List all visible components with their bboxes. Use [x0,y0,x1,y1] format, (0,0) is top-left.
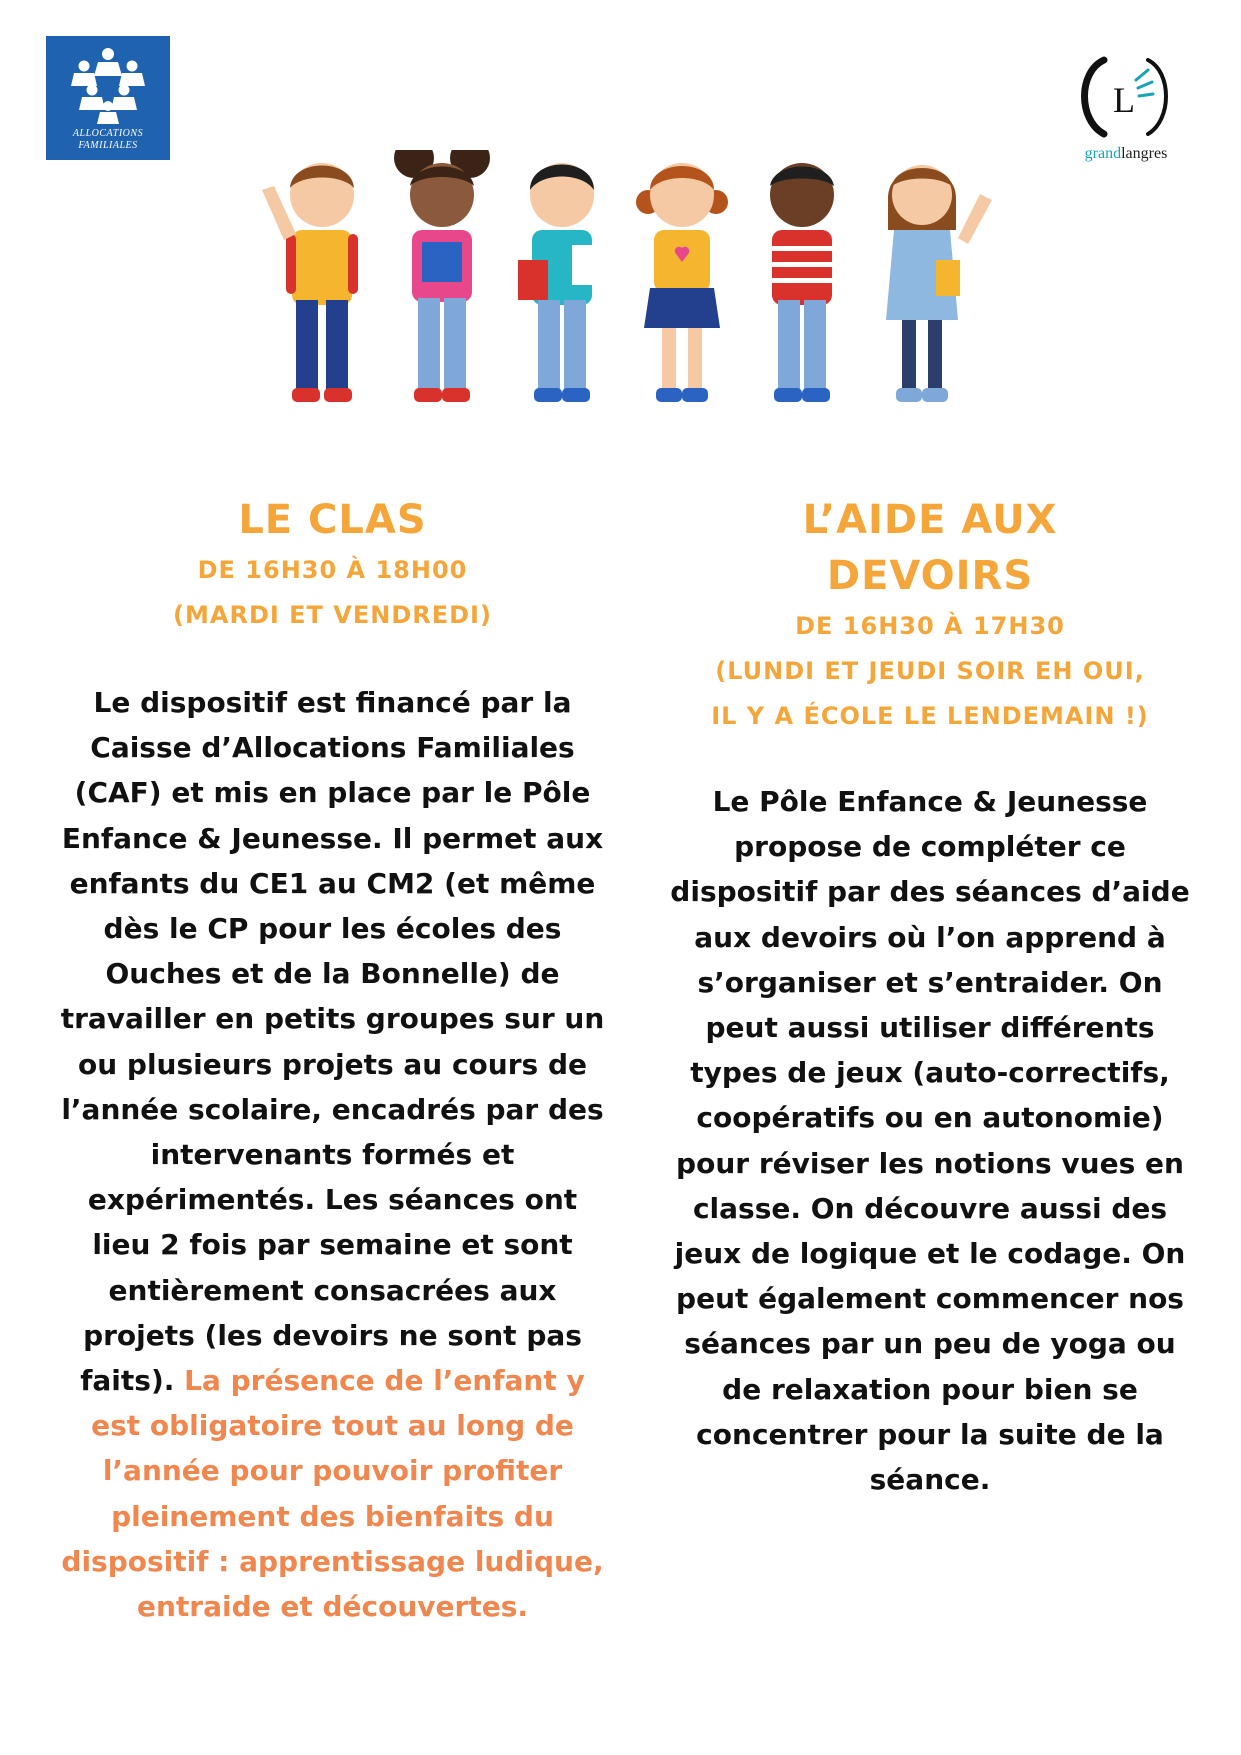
kid-3 [518,163,594,402]
clas-description [60,680,605,1629]
aide-title-line-2: DEVOIRS [826,553,1034,599]
caf-line-2: FAMILIALES [78,140,138,151]
clas-highlight: La présence de l’enfant y est obligatoire tout au long de l’année pour pouvoir profiter pleinement des bienfaits du dispositif : apprentissage ludique, entraide et découvertes. [61,1364,604,1624]
aide-title-line-1: L’AIDE AUX [802,497,1058,543]
aide-column [660,492,1200,1502]
kid-5 [770,163,834,402]
aide-body: Le Pôle Enfance & Jeunesse propose de compléter ce dispositif par des séances d’aide aux devoirs où l’on apprend à s’organiser et s’entraider. On peut aussi utiliser différents types de jeux (auto-correctifs, coopératifs ou en autonomie) pour réviser les notions vues en classe. On découvre aussi des jeux de logique et le codage. On peut également commencer nos séances par un peu de yoga ou de relaxation pour bien se concentrer pour la suite de la séance. [670,785,1190,1497]
clas-days: (MARDI ET VENDREDI) [173,601,492,629]
grandlangres-emblem-icon [1064,50,1188,145]
svg-text:L: L [1113,80,1135,120]
kid-1 [262,163,358,402]
kid-2 [394,150,490,402]
clas-body: Le dispositif est financé par la Caisse d’Allocations Familiales (CAF) et mis en place par le Pôle Enfance & Jeunesse. Il permet aux enfants du CE1 au CM2 (et même dès le CP pour les écoles des Ouches et de la Bonnelle) de travailler en petits groupes sur un ou plusieurs projets au cours de l’année scolaire, encadrés par des intervenants formés et expérimentés. Les séances ont lieu 2 fois par semaine et sont entièrement consacrées aux projets (les devoirs ne sont pas faits). [60,686,605,1398]
caf-logo [46,36,170,160]
kid-4 [636,163,728,402]
caf-family-icon [62,46,154,126]
grandlangres-word-first: grand [1084,145,1122,162]
clas-schedule: DE 16H30 À 18H00 [197,556,468,584]
grandlangres-word-second: langres [1121,145,1168,162]
clas-column [60,492,605,1629]
grandlangres-logo [1064,50,1188,168]
children-illustration [230,150,1030,460]
aide-schedule: DE 16H30 À 17H30 [795,612,1065,640]
grandlangres-wordmark [1064,145,1188,163]
clas-title: LE CLAS [238,497,427,543]
caf-logo-text [46,128,170,152]
kid-6 [886,165,992,402]
caf-line-1: ALLOCATIONS [72,128,144,139]
aide-days-line-1: (LUNDI ET JEUDI SOIR EH OUI, [715,657,1145,685]
aide-days-line-2: IL Y A ÉCOLE LE LENDEMAIN !) [711,702,1149,730]
